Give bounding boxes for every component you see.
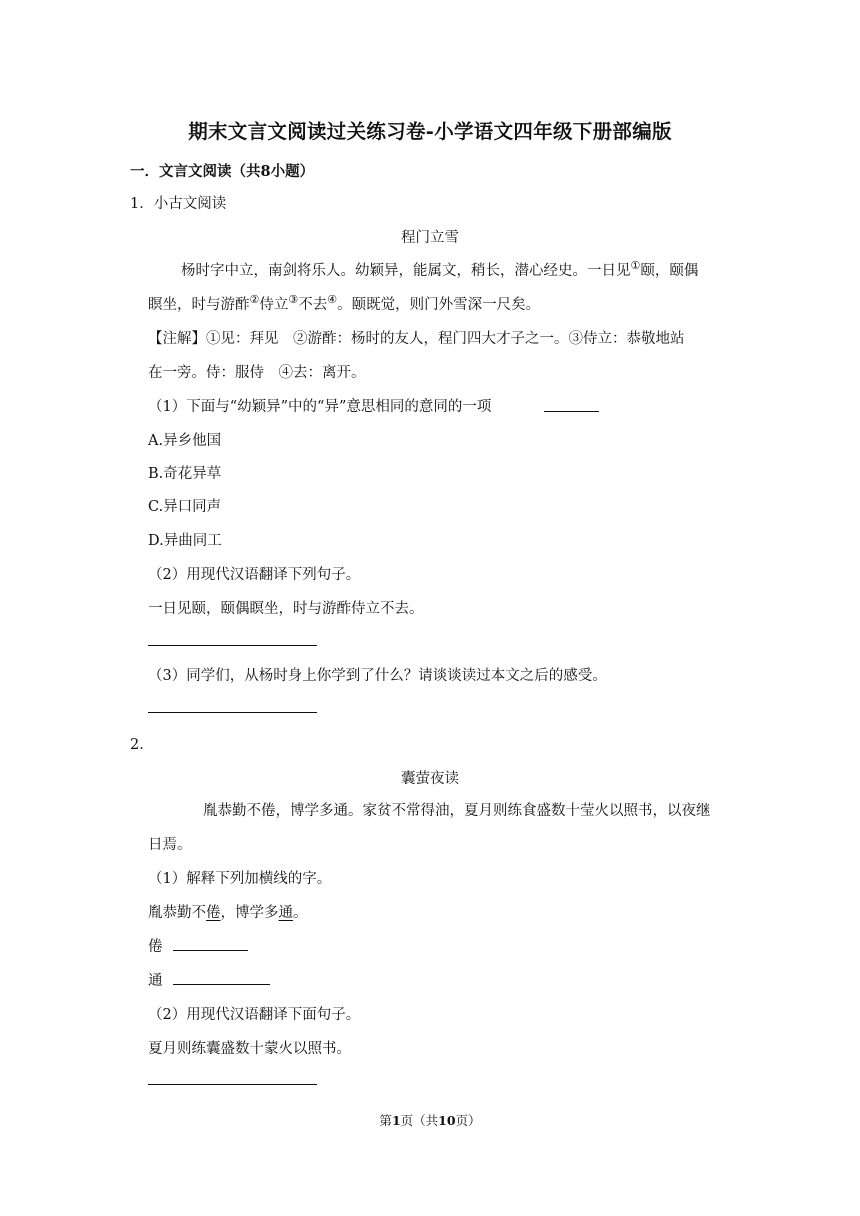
passage-2-title: 囊萤夜读 (401, 771, 459, 787)
word-juan-answer-blank[interactable] (173, 950, 248, 951)
question-2-label: 2． (130, 737, 154, 753)
q1-sub2-sentence: 一日见颐，颐偶瞑坐，时与游酢侍立不去。 (148, 601, 424, 617)
passage-2-line-2: 日焉。 (148, 837, 192, 853)
q1-sub1-answer-blank[interactable] (544, 411, 599, 412)
q1-sub2-prompt: （2）用现代汉语翻译下列句子。 (148, 567, 361, 583)
option-c: C.异口同声 (148, 499, 222, 515)
passage-1-title: 程门立雪 (401, 230, 459, 246)
page-footer: 第1页（共10页） (379, 1113, 481, 1128)
q1-sub2-answer-blank[interactable] (148, 645, 317, 646)
option-b: B.奇花异草 (148, 466, 222, 482)
underlined-char-tong: 通 (278, 905, 293, 921)
annotation-line-2: 在一旁。侍：服侍 ④去：离开。 (148, 365, 366, 381)
word-tong-answer-blank[interactable] (173, 984, 270, 985)
passage-2-line-1: 胤恭勤不倦，博学多通。家贫不常得油，夏月则练食盛数十莹火以照书，以夜继 (203, 803, 711, 819)
annotation-line-1: 【注解】①见：拜见 ②游酢：杨时的友人，程门四大才子之一。③侍立：恭敬地站 (148, 331, 685, 347)
q1-sub3-prompt: （3）同学们，从杨时身上你学到了什么？请谈谈读过本文之后的感受。 (148, 668, 607, 684)
document-title: 期末文言文阅读过关练习卷-小学语文四年级下册部编版 (188, 120, 672, 143)
q2-sub2-answer-blank[interactable] (148, 1084, 317, 1085)
word-juan-label: 倦 (148, 939, 163, 955)
underlined-char-juan: 倦 (206, 905, 221, 921)
q1-sub3-answer-blank[interactable] (148, 712, 317, 713)
passage-1-line-1: 杨时字中立，南剑将乐人。幼颖异，能属文，稍长，潜心经史。一日见①颐，颐偶 (181, 259, 699, 279)
section-heading: 一．文言文阅读（共8小题） (130, 163, 315, 180)
option-d: D.异曲同工 (148, 533, 222, 549)
q2-sub2-sentence: 夏月则练囊盛数十蒙火以照书。 (148, 1041, 351, 1057)
q2-sub1-prompt: （1）解释下列加横线的字。 (148, 871, 332, 887)
option-a: A.异乡他国 (148, 433, 222, 449)
word-tong-label: 通 (148, 973, 163, 989)
q2-sub2-prompt: （2）用现代汉语翻译下面句子。 (148, 1007, 361, 1023)
question-1-label: 1．小古文阅读 (130, 196, 227, 212)
q2-sub1-sentence: 胤恭勤不倦，博学多通。 (148, 905, 308, 921)
q1-sub1-prompt: （1）下面与“幼颖异”中的“异”意思相同的意同的一项 (148, 399, 492, 415)
passage-1-line-2: 瞑坐，时与游酢②侍立③不去④。颐既觉，则门外雪深一尺矣。 (148, 293, 541, 313)
